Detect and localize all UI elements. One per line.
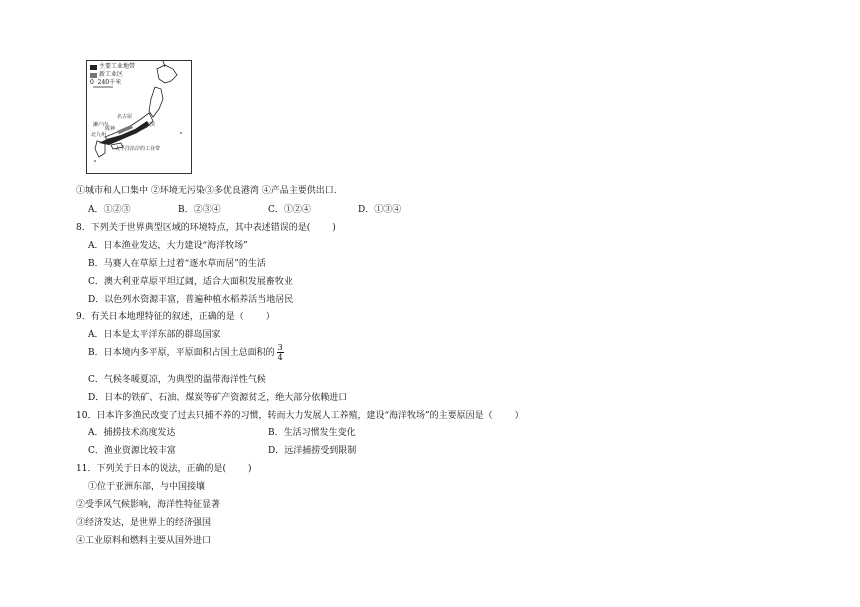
- q11-item-3: ③经济发达，是世界上的经济强国: [76, 518, 212, 528]
- fraction-denominator: 4: [277, 353, 283, 362]
- q10-option-b[interactable]: B．生活习惯发生变化: [268, 428, 356, 438]
- japan-industrial-map: [86, 60, 192, 174]
- legend-swatch-dark: [90, 65, 97, 70]
- q8-option-b[interactable]: B．马赛人在草原上过着“逐水草而居”的生活: [88, 259, 266, 269]
- q9-stem-close: ）: [265, 312, 275, 322]
- map-label: 濑户内: [93, 122, 109, 128]
- q7-option-b[interactable]: [178, 202, 221, 215]
- map-legend: [90, 63, 135, 87]
- q11-item-4: ④工业原料和燃料主要从国外进口: [76, 536, 212, 546]
- q7-option-c[interactable]: [268, 202, 311, 215]
- map-label: 名古屋: [117, 114, 133, 120]
- q9-stem-text: 9．有关日本地理特征的叙述，正确的是（: [76, 312, 244, 322]
- map-scale: [90, 79, 135, 87]
- map-label: 太平洋沿岸的工业带: [115, 146, 161, 152]
- q9-option-c[interactable]: C．气候冬暖夏凉，为典型的温带海洋性气候: [88, 375, 266, 385]
- legend-swatch-gray: [90, 73, 97, 78]
- q9-option-d[interactable]: D．日本的铁矿、石油、煤炭等矿产资源贫乏，绝大部分依赖进口: [88, 393, 348, 403]
- q10-stem-text: 10．日本许多渔民改变了过去只捕不养的习惯，转而大力发展人工养殖，建设“海洋牧场”的主要原因是（: [76, 411, 493, 421]
- option-letter: D．: [358, 205, 375, 215]
- q7-option-d[interactable]: [358, 202, 401, 215]
- option-text: ①③④: [374, 205, 402, 215]
- option-letter: A．: [88, 205, 104, 215]
- scale-zero: 0: [90, 79, 94, 86]
- option-letter: B．: [178, 205, 194, 215]
- legend-new-industrial-zone: 新工业区: [99, 71, 124, 78]
- q8-stem: [76, 220, 336, 233]
- q10-stem: [76, 408, 524, 421]
- q7-statement: ①城市和人口集中 ②环境无污染③多优良港湾 ④产品主要供出口.: [76, 186, 337, 196]
- q8-option-c[interactable]: C．澳大利亚草原平坦辽阔，适合大面积发展畜牧业: [88, 277, 293, 287]
- option-text: ①②④: [283, 205, 311, 215]
- option-text: ②③④: [193, 205, 221, 215]
- q9-option-a[interactable]: A．日本是太平洋东部的群岛国家: [88, 330, 221, 340]
- q8-option-d[interactable]: D．以色列水资源丰富，普遍种植水稻养活当地居民: [88, 295, 294, 305]
- fraction: [277, 343, 284, 362]
- map-label: 阪神: [105, 126, 116, 132]
- legend-industrial-belt: 主要工业地带: [99, 63, 136, 70]
- q8-option-a[interactable]: A．日本渔业发达，大力建设“海洋牧场”: [88, 241, 248, 251]
- q9-option-b-text: B．日本境内多平原，平原面积占国土总面积的: [88, 348, 275, 358]
- q10-option-d[interactable]: D．远洋捕捞受到限制: [268, 446, 357, 456]
- map-label: 京滨: [145, 122, 156, 128]
- q8-stem-text: 8．下列关于世界典型区域的环境特点，其中表述错误的是(: [76, 223, 311, 233]
- q7-option-a[interactable]: [88, 202, 131, 215]
- option-letter: C．: [268, 205, 284, 215]
- q11-item-1: ①位于亚洲东部，与中国接壤: [88, 482, 206, 492]
- q10-stem-close: ）: [514, 411, 524, 421]
- q9-stem: [76, 309, 275, 322]
- q10-option-a[interactable]: A．捕捞技术高度发达: [88, 428, 176, 438]
- q11-stem: [76, 461, 251, 474]
- option-text: ①②③: [103, 205, 131, 215]
- q10-option-c[interactable]: C．渔业资源比较丰富: [88, 446, 176, 456]
- scale-distance: 240千米: [97, 79, 122, 86]
- q8-stem-close: ): [332, 223, 336, 233]
- q9-option-b[interactable]: [88, 343, 284, 362]
- q11-stem-close: ): [247, 464, 252, 474]
- q11-item-2: ②受季风气候影响，海洋性特征显著: [76, 500, 221, 510]
- fraction-numerator: 3: [277, 343, 283, 352]
- q11-stem-text: 11．下列关于日本的说法，正确的是(: [76, 464, 226, 474]
- map-label: 北九州: [91, 132, 107, 138]
